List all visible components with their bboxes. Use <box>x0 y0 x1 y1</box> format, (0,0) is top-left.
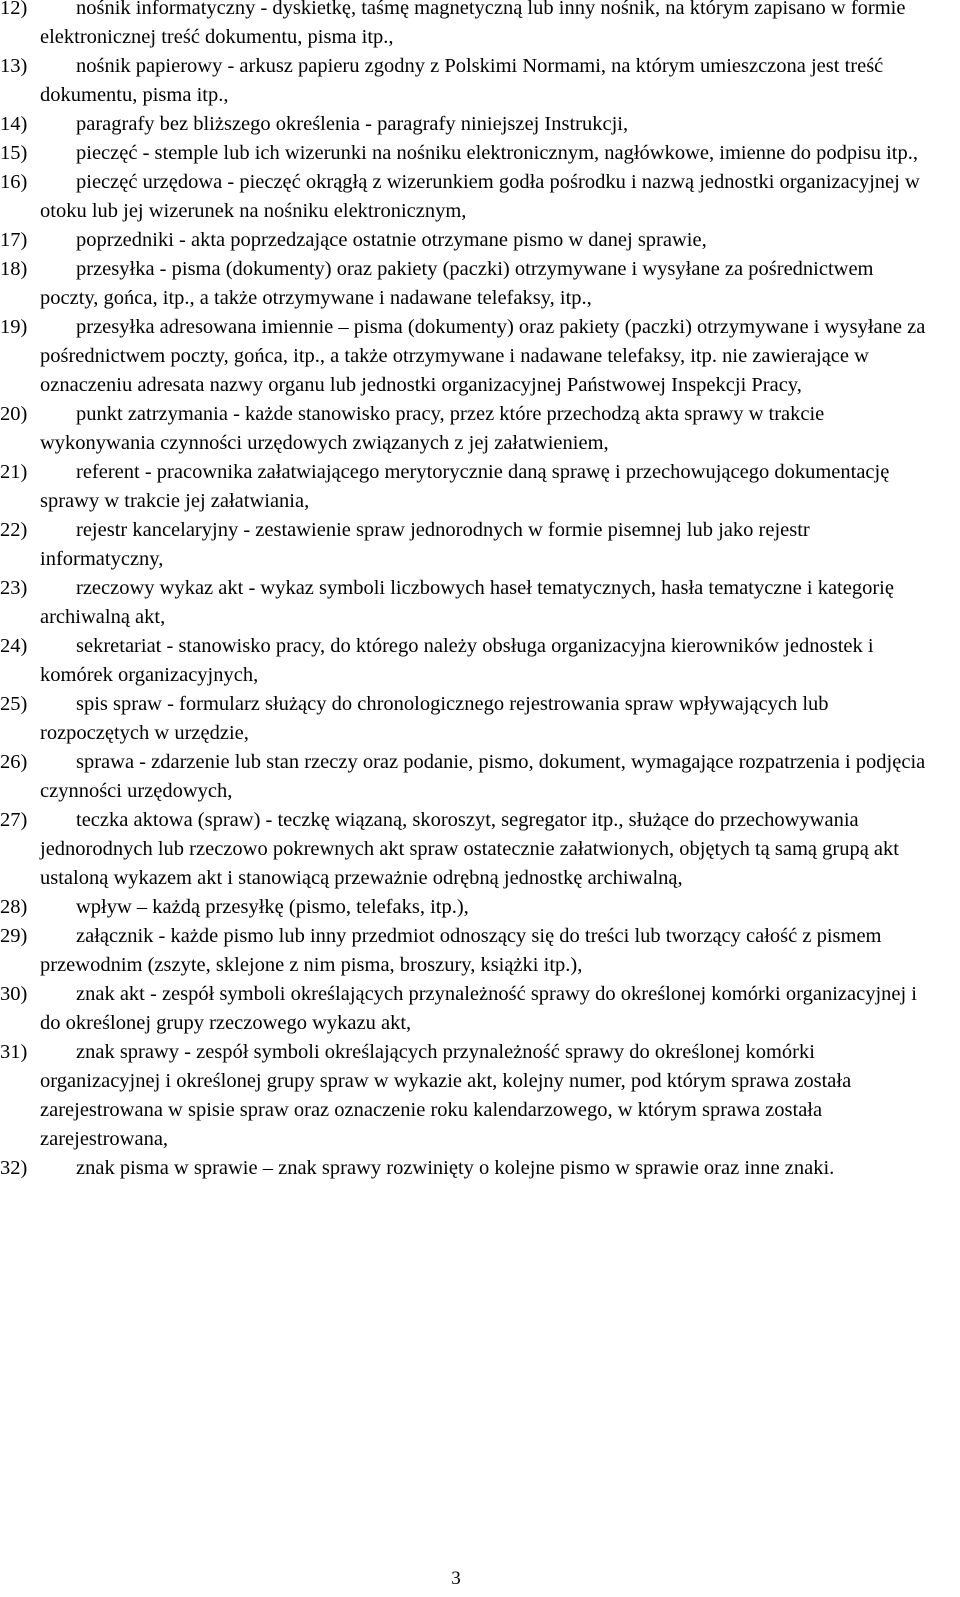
item-text-first-line: znak pisma w sprawie – znak sprawy rozwinięty o kolejne pismo w sprawie oraz inne <box>76 1157 780 1179</box>
list-item <box>0 806 935 893</box>
list-item <box>0 690 935 748</box>
list-item <box>0 226 935 255</box>
item-text-first-line: znak sprawy - zespół symboli określających przynależność sprawy do określonej <box>76 1041 741 1063</box>
item-text-first-line: rzeczowy wykaz akt - wykaz symboli liczbowych haseł tematycznych, hasła tematyczne <box>76 577 802 599</box>
item-text-first-line: rejestr kancelaryjny - zestawienie spraw jednorodnych w formie pisemnej lub jako <box>76 519 754 541</box>
item-text-first-line: sprawa - zdarzenie lub stan rzeczy oraz podanie, pismo, dokument, wymagające <box>76 751 734 773</box>
item-number: 17) <box>0 229 28 251</box>
item-text-continuation: umieszczona jest treść dokumentu, pisma itp., <box>40 55 884 106</box>
item-number: 24) <box>0 635 28 657</box>
list-item <box>0 0 935 52</box>
item-number: 13) <box>0 55 28 77</box>
item-text-first-line: przesyłka - pisma (dokumenty) oraz pakiety (paczki) otrzymywane i wysyłane za <box>76 258 744 280</box>
item-text-continuation: całość z pismem przewodnim (zszyte, sklejone z nim pisma, broszury, książki itp.), <box>40 925 882 976</box>
list-item <box>0 893 935 922</box>
item-text-first-line: pieczęć - stemple lub ich wizerunki na nośniku elektronicznym, nagłówkowe, imienne <box>76 142 786 164</box>
list-item <box>0 922 935 980</box>
item-number: 15) <box>0 142 28 164</box>
item-number: 23) <box>0 577 28 599</box>
item-text-continuation: znaki. <box>784 1157 835 1179</box>
item-text-first-line: teczka aktowa (spraw) - teczkę wiązaną, skoroszyt, segregator itp., służące do <box>76 809 715 831</box>
list-item <box>0 313 935 400</box>
item-number: 20) <box>0 403 28 425</box>
item-text-first-line: nośnik informatyczny - dyskietkę, taśmę magnetyczną lub inny nośnik, na którym <box>76 0 749 19</box>
item-text-first-line: pieczęć urzędowa - pieczęć okrągłą z wizerunkiem godła pośrodku i nazwą jednostki <box>76 171 775 193</box>
list-item <box>0 574 935 632</box>
item-number: 29) <box>0 925 28 947</box>
list-item <box>0 516 935 574</box>
item-text-first-line: wpływ – każdą przesyłkę (pismo, telefaks, itp.), <box>76 896 469 918</box>
item-text-continuation: rozpatrzenia i podjęcia czynności urzędowych, <box>40 751 926 802</box>
item-text-continuation: i kategorię archiwalną akt, <box>40 577 894 628</box>
item-text-first-line: nośnik papierowy - arkusz papieru zgodny z Polskimi Normami, na którym <box>76 55 695 77</box>
item-text-continuation: jednostek i komórek organizacyjnych, <box>40 635 874 686</box>
list-item <box>0 980 935 1038</box>
item-number: 19) <box>0 316 28 338</box>
item-number: 14) <box>0 113 28 135</box>
item-number: 32) <box>0 1157 28 1179</box>
item-text-continuation: trakcie wykonywania czynności urzędowych związanych z jej załatwieniem, <box>40 403 825 454</box>
item-text-continuation: otrzymywane i wysyłane za pośrednictwem poczty, gońca, itp., a także otrzymywane i nadawane telefaksy, itp. nie zawierające w oznaczeniu adresata nazwy organu lub jednostki organizacyjnej Państwowej Inspekcji Pracy, <box>40 316 926 396</box>
item-text-first-line: paragrafy bez bliższego określenia - paragrafy niniejszej Instrukcji, <box>76 113 629 135</box>
item-text-continuation: dokumentację sprawy w trakcie jej załatwiania, <box>40 461 890 512</box>
list-item <box>0 110 935 139</box>
item-number: 22) <box>0 519 28 541</box>
item-text-continuation: organizacyjnej w otoku lub jej wizerunek na nośniku elektronicznym, <box>40 171 920 222</box>
item-text-continuation: pośrednictwem poczty, gońca, itp., a także otrzymywane i nadawane telefaksy, itp., <box>40 258 874 309</box>
item-number: 21) <box>0 461 28 483</box>
item-number: 30) <box>0 983 28 1005</box>
list-item <box>0 400 935 458</box>
list-item <box>0 748 935 806</box>
item-number: 26) <box>0 751 28 773</box>
item-text-first-line: referent - pracownika załatwiającego merytorycznie daną sprawę i przechowującego <box>76 461 770 483</box>
list-item <box>0 255 935 313</box>
item-number: 16) <box>0 171 28 193</box>
list-item <box>0 139 935 168</box>
item-text-continuation: przechowywania jednorodnych lub rzeczowo pokrewnych akt spraw ostatecznie załatwionych, objętych tą samą grupą akt ustaloną wykazem akt i stanowiącą przeważnie odrębną jednostkę archiwalną, <box>40 809 899 889</box>
item-text-continuation: komórki organizacyjnej i określonej grupy spraw w wykazie akt, kolejny numer, pod którym sprawa została zarejestrowana w spisie spraw oraz oznaczenie roku kalendarzowego, w którym sprawa została zarejestrowana, <box>40 1041 852 1150</box>
item-text-continuation: organizacyjnej i do określonej grupy rzeczowego wykazu akt, <box>40 983 917 1034</box>
item-text-first-line: spis spraw - formularz służący do chronologicznego rejestrowania spraw <box>76 693 674 715</box>
item-text-first-line: punkt zatrzymania - każde stanowisko pracy, przez które przechodzą akta sprawy w <box>76 403 764 425</box>
item-number: 18) <box>0 258 28 280</box>
item-text-continuation: wpływających lub rozpoczętych w urzędzie, <box>40 693 829 744</box>
item-number: 25) <box>0 693 28 715</box>
item-text-first-line: poprzedniki - akta poprzedzające ostatnie otrzymane pismo w danej sprawie, <box>76 229 707 251</box>
item-text-continuation: rejestr informatyczny, <box>40 519 810 570</box>
list-item <box>0 1154 935 1183</box>
item-number: 28) <box>0 896 28 918</box>
item-text-continuation: zapisano w formie elektronicznej treść dokumentu, pisma itp., <box>40 0 906 48</box>
list-item <box>0 168 935 226</box>
page-number: 3 <box>451 1568 461 1589</box>
list-item <box>0 458 935 516</box>
item-number: 12) <box>0 0 28 19</box>
item-text-first-line: sekretariat - stanowisko pracy, do którego należy obsługa organizacyjna kierowników <box>76 635 780 657</box>
item-number: 31) <box>0 1041 28 1063</box>
item-text-continuation: do podpisu itp., <box>790 142 919 164</box>
item-text-first-line: przesyłka adresowana imiennie – pisma (dokumenty) oraz pakiety (paczki) <box>76 316 692 338</box>
list-item <box>0 1038 935 1154</box>
item-text-first-line: znak akt - zespół symboli określających przynależność sprawy do określonej komórki <box>76 983 781 1005</box>
item-text-first-line: załącznik - każde pismo lub inny przedmiot odnoszący się do treści lub tworzący <box>76 925 741 947</box>
item-number: 27) <box>0 809 28 831</box>
list-item <box>0 52 935 110</box>
list-item <box>0 632 935 690</box>
